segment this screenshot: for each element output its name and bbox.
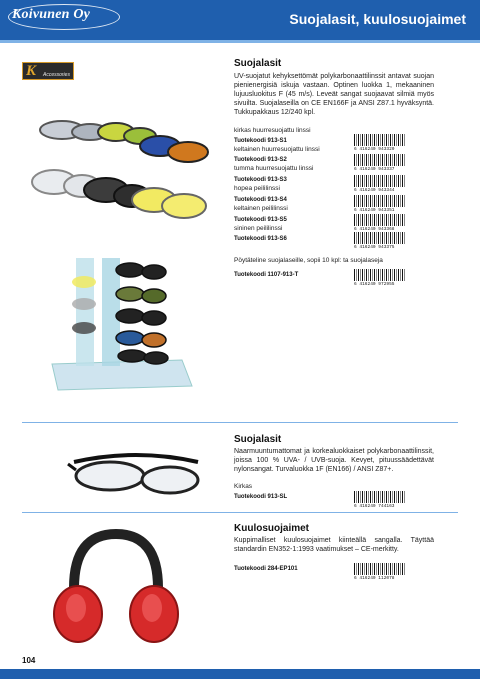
section3-title: Kuulosuojaimet bbox=[234, 523, 310, 534]
product-desc-913-s2: tumma huurresuojattu linssi bbox=[234, 165, 314, 172]
ean-913-s6: 6 416240 943375 bbox=[354, 245, 395, 250]
ean-913-s4: 6 416240 943351 bbox=[354, 208, 395, 213]
section3-text: Kuppimalliset kuulosuojaimet kiinteällä sangalla. Täyttää standardin EN352-1:1993 vaatimukset – CE-merkitty. bbox=[234, 537, 434, 553]
stand-text: Pöytäteline suojalaseille, sopii 10 kpl: ta suojalaseja bbox=[234, 257, 383, 264]
section-divider-1 bbox=[22, 422, 458, 423]
barcode-913-s1 bbox=[354, 134, 406, 146]
page-header bbox=[0, 0, 480, 40]
page-title: Suojalasit, kuulosuojaimet bbox=[289, 11, 466, 27]
barcode-913-s5 bbox=[354, 214, 406, 226]
ean-913-s3: 6 416240 943344 bbox=[354, 188, 395, 193]
section1-title: Suojalasit bbox=[234, 58, 282, 69]
section2-title: Suojalasit bbox=[234, 434, 282, 445]
product-code-284-ep101: Tuotekoodi 284-EP101 bbox=[234, 566, 298, 572]
ean-913-sl: 6 416240 744163 bbox=[354, 504, 395, 509]
glasses-yellow bbox=[132, 188, 206, 218]
barcode-913-s2 bbox=[354, 154, 406, 166]
ean-1107-913-t: 6 416240 972955 bbox=[354, 282, 395, 287]
ean-913-s2: 6 416240 943337 bbox=[354, 167, 395, 172]
display-stand-image bbox=[46, 252, 196, 392]
clear-safety-glasses-image bbox=[66, 448, 206, 504]
brand-mark: K bbox=[26, 63, 37, 79]
barcode-1107-913-t bbox=[354, 269, 406, 281]
product-code-1107-913-t: Tuotekoodi 1107-913-T bbox=[234, 272, 299, 278]
section2-text: Naarmuuntumattomat ja korkealuokkaiset polykarbonaattilinssit, joissa 100 % UVA- / UVB-suoja. Kevyet, pituussäädettävät nylonsangat. Turvaluokka 1F (EN166) / ANSI Z87+. bbox=[234, 448, 434, 473]
ean-284-ep101: 6 416240 112078 bbox=[354, 576, 395, 581]
product-code-913-s5: Tuotekoodi 913-S5 bbox=[234, 217, 287, 223]
barcode-913-s6 bbox=[354, 232, 406, 244]
barcode-284-ep101 bbox=[354, 563, 406, 575]
barcode-913-s3 bbox=[354, 175, 406, 187]
product-code-913-s4: Tuotekoodi 913-S4 bbox=[234, 197, 287, 203]
product-code-913-s6: Tuotekoodi 913-S6 bbox=[234, 236, 287, 242]
ean-913-s5: 6 416240 943368 bbox=[354, 227, 395, 232]
earmuffs-image bbox=[50, 528, 182, 648]
section-divider-2 bbox=[22, 512, 458, 513]
product-desc-913-s4: keltainen peililinssi bbox=[234, 205, 288, 212]
product-desc-913-s3: hopea peililinssi bbox=[234, 185, 280, 192]
brand-logo bbox=[22, 62, 74, 80]
safety-glasses-group-image bbox=[28, 110, 224, 230]
glasses-blue-mirror bbox=[140, 136, 208, 162]
product-code-913-s1: Tuotekoodi 913-S1 bbox=[234, 138, 287, 144]
header-stripe bbox=[0, 40, 480, 43]
product-desc-913-s1: keltainen huurresuojattu linssi bbox=[234, 146, 320, 153]
section1-text: UV-suojatut kehyksettömät polykarbonaattilinssit antavat suojan pienienergisiä iskuja vastaan. Optinen luokka 1, mekaaninen lujuusluokitus F (45 m/s). Leveät sangat suojaavat silmiä myös sivuilta. Suojalaseilla on CE EN166F ja ANSI Z87.1 hyväksyntä. Tukkupakkaus 12/240 kpl. bbox=[234, 73, 434, 116]
product-code-913-s2: Tuotekoodi 913-S2 bbox=[234, 157, 287, 163]
section1-sub-label: kirkas huurresuojattu linssi bbox=[234, 127, 311, 134]
page-number: 104 bbox=[22, 656, 36, 665]
barcode-913-sl bbox=[354, 491, 406, 503]
product-code-913-sl: Tuotekoodi 913-SL bbox=[234, 494, 288, 500]
company-logo: Koivunen Oy bbox=[12, 7, 91, 22]
ean-913-s1: 6 416240 943320 bbox=[354, 147, 395, 152]
barcode-913-s4 bbox=[354, 195, 406, 207]
product-desc-913-s5: sininen peililinssi bbox=[234, 225, 283, 232]
section2-label: Kirkas bbox=[234, 483, 253, 490]
page-footer-bar bbox=[0, 669, 480, 679]
product-code-913-s3: Tuotekoodi 913-S3 bbox=[234, 177, 287, 183]
brand-sub: Accessories bbox=[43, 72, 70, 78]
